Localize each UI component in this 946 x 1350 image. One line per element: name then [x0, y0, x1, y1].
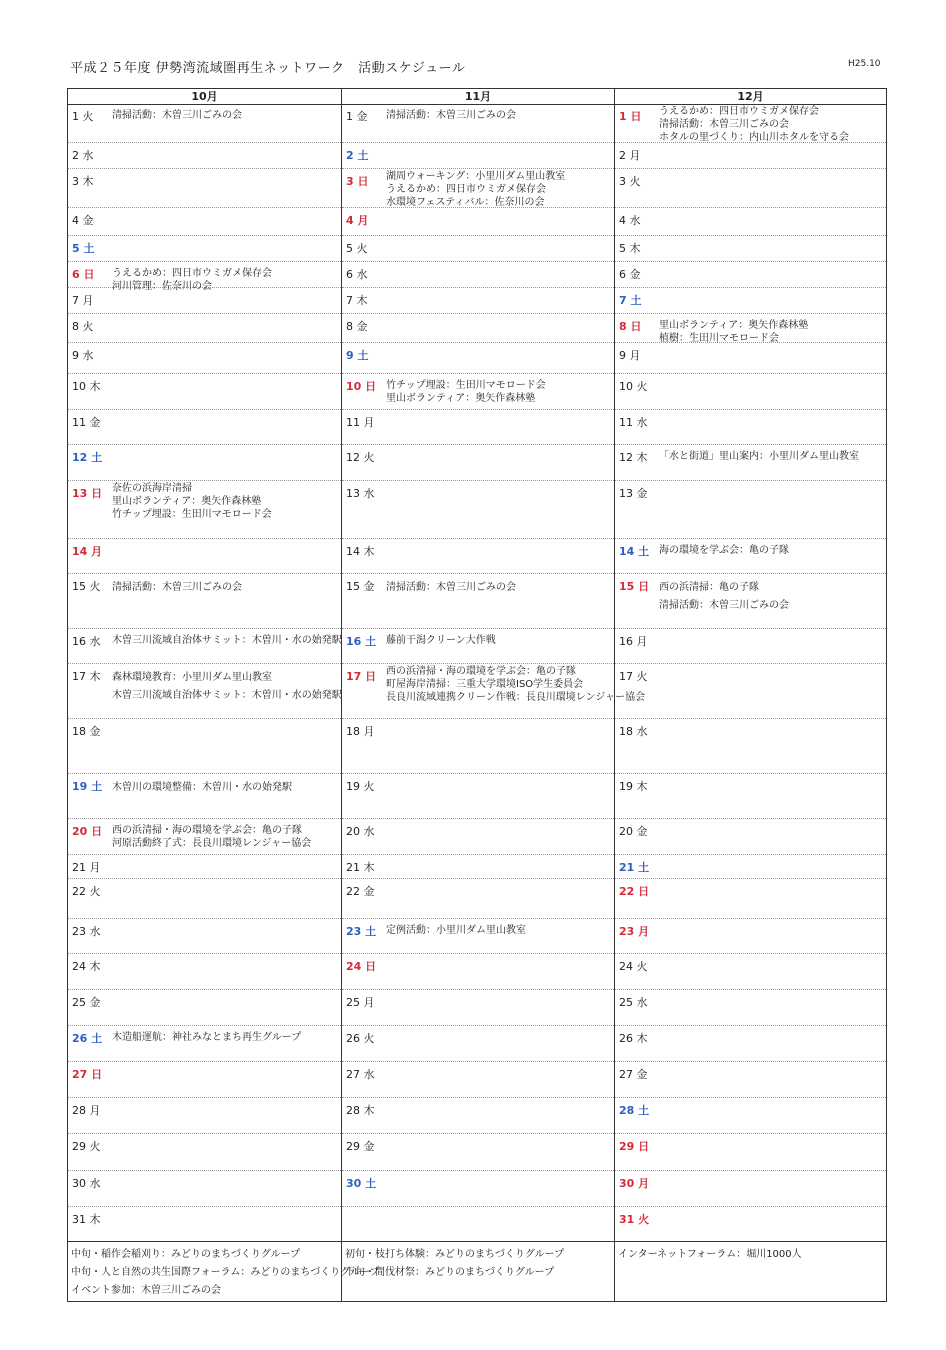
event-item: ホタルの里づくり：内山川ホタルを守る会: [659, 132, 849, 143]
day-row: [615, 410, 886, 445]
day-label: 29 金: [346, 1140, 375, 1153]
day-label: 11 金: [72, 416, 101, 429]
day-row: [68, 481, 341, 539]
event-item: 植樹：生田川マモロード会: [659, 333, 779, 344]
event-list: [659, 105, 884, 144]
day-row: [342, 990, 614, 1026]
day-label: 14 土: [619, 545, 650, 558]
day-row: [615, 1171, 886, 1207]
day-label: 9 土: [346, 349, 369, 362]
day-label: 25 月: [346, 996, 375, 1009]
day-label: 15 日: [619, 580, 650, 593]
day-label: 10 木: [72, 380, 101, 393]
day-label: 28 月: [72, 1104, 101, 1117]
day-label: 26 土: [72, 1032, 103, 1045]
event-item: 木造船運航：神社みなとまち再生グループ: [112, 1032, 302, 1043]
day-row: [615, 104, 886, 143]
day-label: 12 火: [346, 451, 375, 464]
day-label: 16 月: [619, 635, 648, 648]
event-item: うえるかめ：四日市ウミガメ保存会: [112, 268, 272, 279]
document-date: H25.10: [848, 59, 881, 69]
event-item: 清掃活動：木曽三川ごみの会: [659, 600, 789, 611]
day-row: [615, 954, 886, 990]
day-row: [615, 481, 886, 539]
event-item: 里山ボランティア：奥矢作森林塾: [659, 320, 809, 331]
day-row: [68, 879, 341, 919]
month-header: 10月: [68, 89, 341, 105]
event-item: 清掃活動：木曽三川ごみの会: [112, 582, 242, 593]
day-row: [342, 481, 614, 539]
day-row: [342, 719, 614, 774]
day-label: 6 水: [346, 268, 368, 281]
day-row: [68, 819, 341, 855]
day-label: 24 木: [72, 960, 101, 973]
day-label: 9 月: [619, 349, 641, 362]
day-label: 19 木: [619, 780, 648, 793]
day-label: 30 水: [72, 1177, 101, 1190]
day-row: [68, 169, 341, 208]
note-item: 下旬・間伐材祭：みどりのまちづくりグループ: [345, 1267, 555, 1278]
event-list: [386, 379, 612, 405]
note-item: インターネットフォーラム：堀川1000人: [618, 1249, 802, 1260]
day-row: [342, 629, 614, 664]
day-row: [68, 343, 341, 374]
event-item: 清掃活動：木曽三川ごみの会: [386, 110, 516, 121]
day-row: [68, 1207, 341, 1242]
day-row: [68, 410, 341, 445]
event-item: 河川管理：佐奈川の会: [112, 281, 212, 292]
day-label: 24 火: [619, 960, 648, 973]
month-header: 12月: [615, 89, 886, 105]
day-label: 22 日: [619, 885, 650, 898]
day-row: [342, 374, 614, 410]
day-row: [615, 288, 886, 314]
event-list: [112, 779, 339, 797]
day-row: [68, 104, 341, 143]
day-label: 27 日: [72, 1068, 103, 1081]
day-row: [615, 262, 886, 288]
page-title: 平成２５年度 伊勢湾流域圏再生ネットワーク 活動スケジュール: [70, 61, 466, 76]
day-label: 5 土: [72, 242, 95, 255]
event-item: 西の浜清掃：亀の子隊: [659, 582, 759, 593]
day-row: [68, 1098, 341, 1134]
day-row: [68, 629, 341, 664]
day-label: 14 木: [346, 545, 375, 558]
day-label: 8 火: [72, 320, 94, 333]
day-row: [68, 143, 341, 169]
schedule-table: [67, 88, 887, 1302]
day-label: 29 火: [72, 1140, 101, 1153]
day-label: 11 月: [346, 416, 375, 429]
day-label: 2 月: [619, 149, 641, 162]
day-label: 7 土: [619, 294, 642, 307]
day-row: [68, 855, 341, 879]
day-label: 3 木: [72, 175, 94, 188]
day-row: [68, 288, 341, 314]
event-item: 清掃活動：木曽三川ごみの会: [659, 119, 789, 130]
day-label: 1 金: [346, 110, 368, 123]
event-item: 水環境フェスティバル：佐奈川の会: [386, 197, 545, 208]
day-row: [342, 855, 614, 879]
day-row: [68, 719, 341, 774]
day-row: [68, 954, 341, 990]
day-row: [68, 664, 341, 719]
day-row: [615, 919, 886, 954]
day-label: 28 木: [346, 1104, 375, 1117]
event-item: 海の環境を学ぶ会：亀の子隊: [659, 545, 789, 556]
day-row: [615, 374, 886, 410]
day-label: 20 水: [346, 825, 375, 838]
day-label: 3 火: [619, 175, 641, 188]
day-label: 10 火: [619, 380, 648, 393]
month-notes: [618, 1246, 802, 1264]
event-list: [386, 170, 612, 209]
day-row: [68, 374, 341, 410]
note-item: 初旬・枝打ち体験：みどりのまちづくりグループ: [345, 1249, 565, 1260]
event-item: 木曽三川流域自治体サミット：木曽川・水の始発駅: [112, 690, 342, 701]
day-row: [342, 169, 614, 208]
day-label: 7 月: [72, 294, 94, 307]
event-list: [112, 1031, 339, 1044]
day-row: [615, 855, 886, 879]
event-list: [386, 109, 612, 122]
day-row: [342, 1171, 614, 1207]
day-label: 27 水: [346, 1068, 375, 1081]
day-label: 15 金: [346, 580, 375, 593]
note-item: 中旬・人と自然の共生国際フォーラム：みどりのまちづくりグループ: [71, 1267, 380, 1278]
day-label: 7 木: [346, 294, 368, 307]
month-header: 11月: [342, 89, 614, 105]
day-row: [615, 343, 886, 374]
day-row: [342, 954, 614, 990]
event-list: [112, 634, 342, 647]
day-row: [615, 719, 886, 774]
day-row: [342, 236, 614, 262]
event-list: [659, 450, 884, 463]
day-label: 20 日: [72, 825, 103, 838]
day-label: 1 火: [72, 110, 94, 123]
day-label: 23 土: [346, 925, 377, 938]
day-label: 15 火: [72, 580, 101, 593]
day-label: 2 土: [346, 149, 369, 162]
day-label: 20 金: [619, 825, 648, 838]
day-label: 25 水: [619, 996, 648, 1009]
day-row: [615, 445, 886, 481]
day-label: 14 月: [72, 545, 103, 558]
day-row: [68, 1026, 341, 1062]
day-label: 9 水: [72, 349, 94, 362]
day-row: [342, 774, 614, 819]
day-label: 8 金: [346, 320, 368, 333]
day-row: [342, 288, 614, 314]
day-label: 18 金: [72, 725, 101, 738]
event-list: [659, 579, 884, 615]
event-item: うえるかめ：四日市ウミガメ保存会: [386, 184, 546, 195]
event-list: [112, 579, 339, 597]
day-label: 12 土: [72, 451, 103, 464]
day-label: 23 月: [619, 925, 650, 938]
day-label: 6 金: [619, 268, 641, 281]
event-item: 竹チップ埋設：生田川マモロード会: [112, 509, 272, 520]
day-label: 17 木: [72, 670, 101, 683]
day-label: 4 金: [72, 214, 94, 227]
event-item: 木曽三川流域自治体サミット：木曽川・水の始発駅: [112, 635, 342, 646]
day-row: [342, 1098, 614, 1134]
day-row: [342, 343, 614, 374]
day-row: [615, 1207, 886, 1242]
event-item: 長良川流域連携クリーン作戦：長良川環境レンジャー協会: [386, 692, 646, 703]
day-label: 21 木: [346, 861, 375, 874]
day-label: 4 水: [619, 214, 641, 227]
day-label: 5 木: [619, 242, 641, 255]
day-row: [342, 539, 614, 574]
day-label: 23 水: [72, 925, 101, 938]
event-list: [112, 669, 342, 705]
event-item: 町屋海岸清掃：三重大学環境ISO学生委員会: [386, 679, 584, 690]
day-label: 29 日: [619, 1140, 650, 1153]
day-row: [68, 314, 341, 343]
day-label: 18 月: [346, 725, 375, 738]
day-row: [68, 208, 341, 236]
day-label: 25 金: [72, 996, 101, 1009]
day-label: 31 木: [72, 1213, 101, 1226]
day-label: 18 水: [619, 725, 648, 738]
day-label: 28 土: [619, 1104, 650, 1117]
day-label: 26 火: [346, 1032, 375, 1045]
event-item: 奈佐の浜海岸清掃: [112, 483, 192, 494]
event-list: [386, 924, 612, 937]
day-row: [615, 208, 886, 236]
day-row: [68, 539, 341, 574]
day-label: 16 水: [72, 635, 101, 648]
day-label: 13 日: [72, 487, 103, 500]
day-label: 21 月: [72, 861, 101, 874]
day-label: 13 水: [346, 487, 375, 500]
day-label: 16 土: [346, 635, 377, 648]
day-label: 24 日: [346, 960, 377, 973]
event-item: うえるかめ：四日市ウミガメ保存会: [659, 106, 819, 117]
event-list: [386, 634, 612, 647]
day-row: [342, 208, 614, 236]
month-column: [614, 89, 886, 1301]
day-label: 30 土: [346, 1177, 377, 1190]
day-label: 2 水: [72, 149, 94, 162]
event-item: 「水と街道」里山案内：小里川ダム里山教室: [659, 451, 859, 462]
day-row: [342, 262, 614, 288]
day-label: 26 木: [619, 1032, 648, 1045]
event-item: 湖周ウォーキング：小里川ダム里山教室: [386, 171, 566, 182]
day-row: [342, 314, 614, 343]
day-label: 1 日: [619, 110, 642, 123]
day-label: 17 火: [619, 670, 648, 683]
day-row: [342, 574, 614, 629]
day-row: [68, 236, 341, 262]
event-item: 西の浜清掃・海の環境を学ぶ会：亀の子隊: [386, 666, 576, 677]
day-row: [342, 104, 614, 143]
day-label: 17 日: [346, 670, 377, 683]
event-item: 定例活動：小里川ダム里山教室: [386, 925, 526, 936]
day-label: 27 金: [619, 1068, 648, 1081]
day-label: 5 火: [346, 242, 368, 255]
day-row: [615, 314, 886, 343]
day-row: [68, 574, 341, 629]
day-label: 4 月: [346, 214, 369, 227]
day-row: [615, 1134, 886, 1171]
day-label: 3 日: [346, 175, 369, 188]
event-list: [112, 824, 339, 850]
event-list: [112, 482, 339, 521]
day-label: 6 日: [72, 268, 95, 281]
day-row: [342, 1207, 614, 1242]
event-list: [112, 109, 339, 122]
day-row: [615, 879, 886, 919]
event-item: 清掃活動：木曽三川ごみの会: [386, 582, 516, 593]
day-label: 22 金: [346, 885, 375, 898]
day-row: [615, 539, 886, 574]
month-notes: [71, 1246, 380, 1300]
event-item: 里山ボランティア：奥矢作森林塾: [386, 393, 536, 404]
day-row: [68, 774, 341, 819]
day-label: 30 月: [619, 1177, 650, 1190]
day-row: [615, 1062, 886, 1098]
day-row: [615, 990, 886, 1026]
day-label: 13 金: [619, 487, 648, 500]
day-row: [615, 574, 886, 629]
day-label: 10 日: [346, 380, 377, 393]
day-row: [342, 445, 614, 481]
event-item: 藤前干潟クリーン大作戦: [386, 635, 496, 646]
day-row: [615, 664, 886, 719]
day-row: [68, 1062, 341, 1098]
day-row: [615, 143, 886, 169]
event-list: [386, 579, 612, 597]
day-row: [615, 169, 886, 208]
day-label: 19 土: [72, 780, 103, 793]
day-row: [342, 1062, 614, 1098]
day-label: 12 木: [619, 451, 648, 464]
month-notes: [345, 1246, 564, 1282]
day-row: [342, 410, 614, 445]
day-row: [68, 919, 341, 954]
event-item: 西の浜清掃・海の環境を学ぶ会：亀の子隊: [112, 825, 302, 836]
day-label: 31 火: [619, 1213, 650, 1226]
event-item: 里山ボランティア：奥矢作森林塾: [112, 496, 262, 507]
day-row: [342, 143, 614, 169]
event-item: 河原活動終了式：長良川環境レンジャー協会: [112, 838, 312, 849]
day-row: [342, 1134, 614, 1171]
day-row: [342, 1026, 614, 1062]
day-label: 19 火: [346, 780, 375, 793]
day-row: [68, 262, 341, 292]
day-row: [615, 1026, 886, 1062]
day-row: [68, 990, 341, 1026]
event-item: 清掃活動：木曽三川ごみの会: [112, 110, 242, 121]
day-row: [342, 819, 614, 855]
day-label: 22 火: [72, 885, 101, 898]
event-list: [659, 319, 884, 345]
day-row: [615, 629, 886, 664]
day-row: [615, 236, 886, 262]
day-label: 11 水: [619, 416, 648, 429]
note-item: イベント参加：木曽三川ごみの会: [71, 1285, 221, 1296]
event-item: 木曽川の環境整備：木曽川・水の始発駅: [112, 782, 292, 793]
day-row: [615, 1098, 886, 1134]
event-item: 森林環境教育：小里川ダム里山教室: [112, 672, 272, 683]
day-label: 21 土: [619, 861, 650, 874]
note-item: 中旬・稲作会稲刈り：みどりのまちづくりグループ: [71, 1249, 301, 1260]
day-row: [68, 445, 341, 481]
day-row: [615, 774, 886, 819]
event-item: 竹チップ埋設：生田川マモロード会: [386, 380, 546, 391]
day-row: [68, 1171, 341, 1207]
day-label: 8 日: [619, 320, 642, 333]
day-row: [615, 819, 886, 855]
day-row: [342, 879, 614, 919]
day-row: [342, 919, 614, 954]
day-row: [68, 1134, 341, 1171]
event-list: [659, 544, 884, 557]
